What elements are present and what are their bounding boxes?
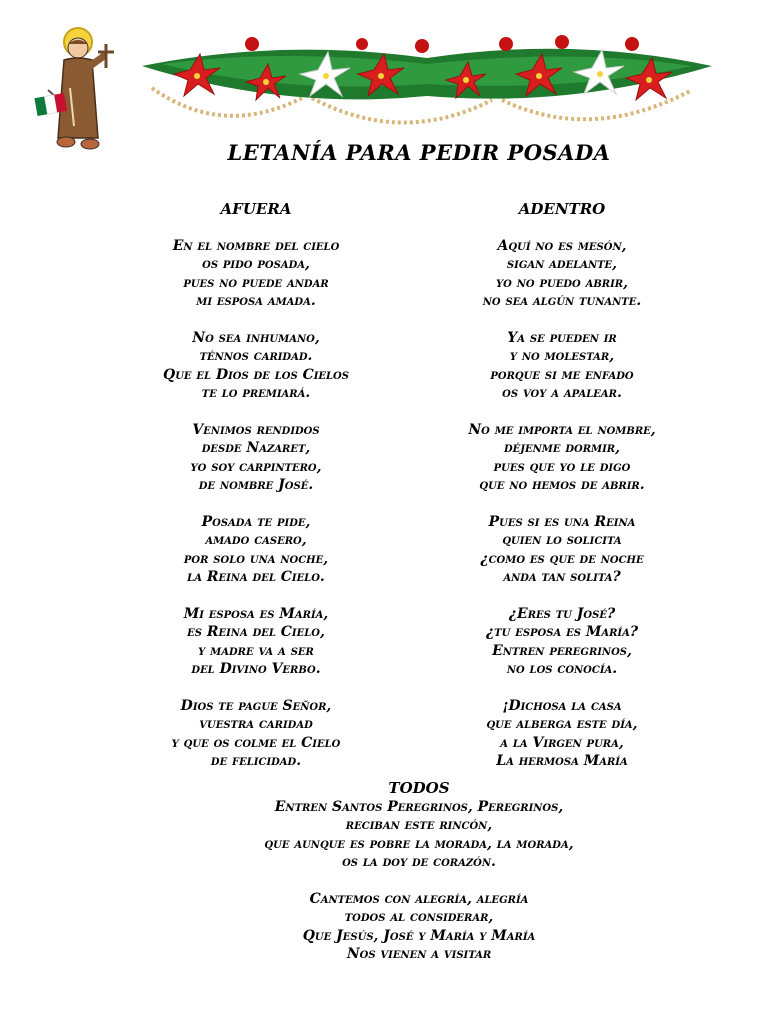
stanza [106,697,406,770]
verse-line: anda tan solita? [503,568,621,585]
verse-line: que no hemos de abrir. [479,476,645,493]
verse-line: pues no puede andar [183,274,329,291]
verse-line: Que Jesús, José y María y María [302,927,536,944]
verse-line: del Divino Verbo. [191,660,321,677]
verse-line: Posada te pide, [201,514,311,530]
stanza [412,237,712,310]
verse-line: Dios te pague Señor, [180,698,332,714]
stanza [106,421,406,494]
verse-line: os voy a apalear. [502,384,622,401]
verse-line: pues que yo le digo [493,458,631,475]
verse-line: que alberga este día, [486,716,638,733]
verse-line: os la doy de corazón. [342,853,496,870]
verse-line: Aquí no es mesón, [497,238,627,254]
verse-line: y que os colme el Cielo [171,734,341,751]
verse-line: porque si me enfado [490,366,634,383]
right-column [412,237,712,789]
stanza [70,890,768,963]
verse-line: amado casero, [205,532,307,549]
left-column-heading: AFUERA [220,200,292,218]
verse-line: desde Nazaret, [201,440,311,457]
verse-line: sigan adelante, [506,256,618,273]
verse-line: de nombre José. [198,476,314,493]
verse-line: Venimos rendidos [192,422,320,438]
stanza [70,798,768,871]
stanza [412,513,712,586]
stanza [412,421,712,494]
verse-line: Pues si es una Reina [488,514,636,530]
verse-line: ¿como es que de noche [480,550,644,567]
poinsettia-garland-icon [142,18,712,138]
verse-line: ¿tu esposa es María? [485,624,639,641]
verse-line: ¡Dichosa la casa [502,698,622,714]
verse-line: ¿Eres tu José? [508,606,616,622]
verse-line: ténnos caridad. [199,348,313,365]
verse-line: por solo una noche, [183,550,329,567]
stanza [106,237,406,310]
stanza [106,329,406,402]
verse-line: reciban este rincón, [345,817,493,834]
verse-line: todos al considerar, [344,909,494,926]
verse-line: Entren Santos Peregrinos, Peregrinos, [274,799,564,815]
verse-line: La hermosa María [496,752,628,769]
verse-line: yo no puedo abrir, [496,274,628,291]
chorus-heading: TODOS [388,779,450,797]
left-column [106,237,406,789]
stanza [412,697,712,770]
verse-line: En el nombre del cielo [172,238,340,254]
verse-line: os pido posada, [202,256,310,273]
stanza [412,605,712,678]
verse-line: déjenme dormir, [504,440,620,457]
verse-line: a la Virgen pura, [500,734,624,751]
verse-line: Entren peregrinos, [492,642,632,659]
verse-line: que aunque es pobre la morada, la morada, [264,835,574,852]
verse-line: es Reina del Cielo, [187,624,325,641]
verse-line: Mi esposa es María, [183,606,329,622]
verse-line: no sea algún tunante. [482,292,642,309]
verse-line: te lo premiará. [201,384,311,401]
stanza [106,605,406,678]
verse-line: quien lo solicita [502,532,622,549]
stanza [106,513,406,586]
verse-line: no los conocía. [506,660,618,677]
stanza [412,329,712,402]
verse-line: Nos vienen a visitar [346,945,492,962]
verse-line: No sea inhumano, [192,330,320,346]
verse-line: Cantemos con alegría, alegría [309,891,529,907]
verse-line: vuestra caridad [199,716,313,733]
verse-line: yo soy carpintero, [190,458,322,475]
verse-line: y no molestar, [509,348,615,365]
chorus [0,798,768,982]
verse-line: y madre va a ser [198,642,314,659]
verse-line: Que el Dios de los Cielos [163,366,349,383]
page-title: LETANÍA PARA PEDIR POSADA [227,140,611,165]
verse-line: Ya se pueden ir [507,330,617,346]
verse-line: mi esposa amada. [196,292,316,309]
verse-line: de felicidad. [210,752,302,769]
verse-line: No me importa el nombre, [468,422,656,438]
verse-line: la Reina del Cielo. [187,568,325,585]
right-column-heading: ADENTRO [518,200,606,218]
